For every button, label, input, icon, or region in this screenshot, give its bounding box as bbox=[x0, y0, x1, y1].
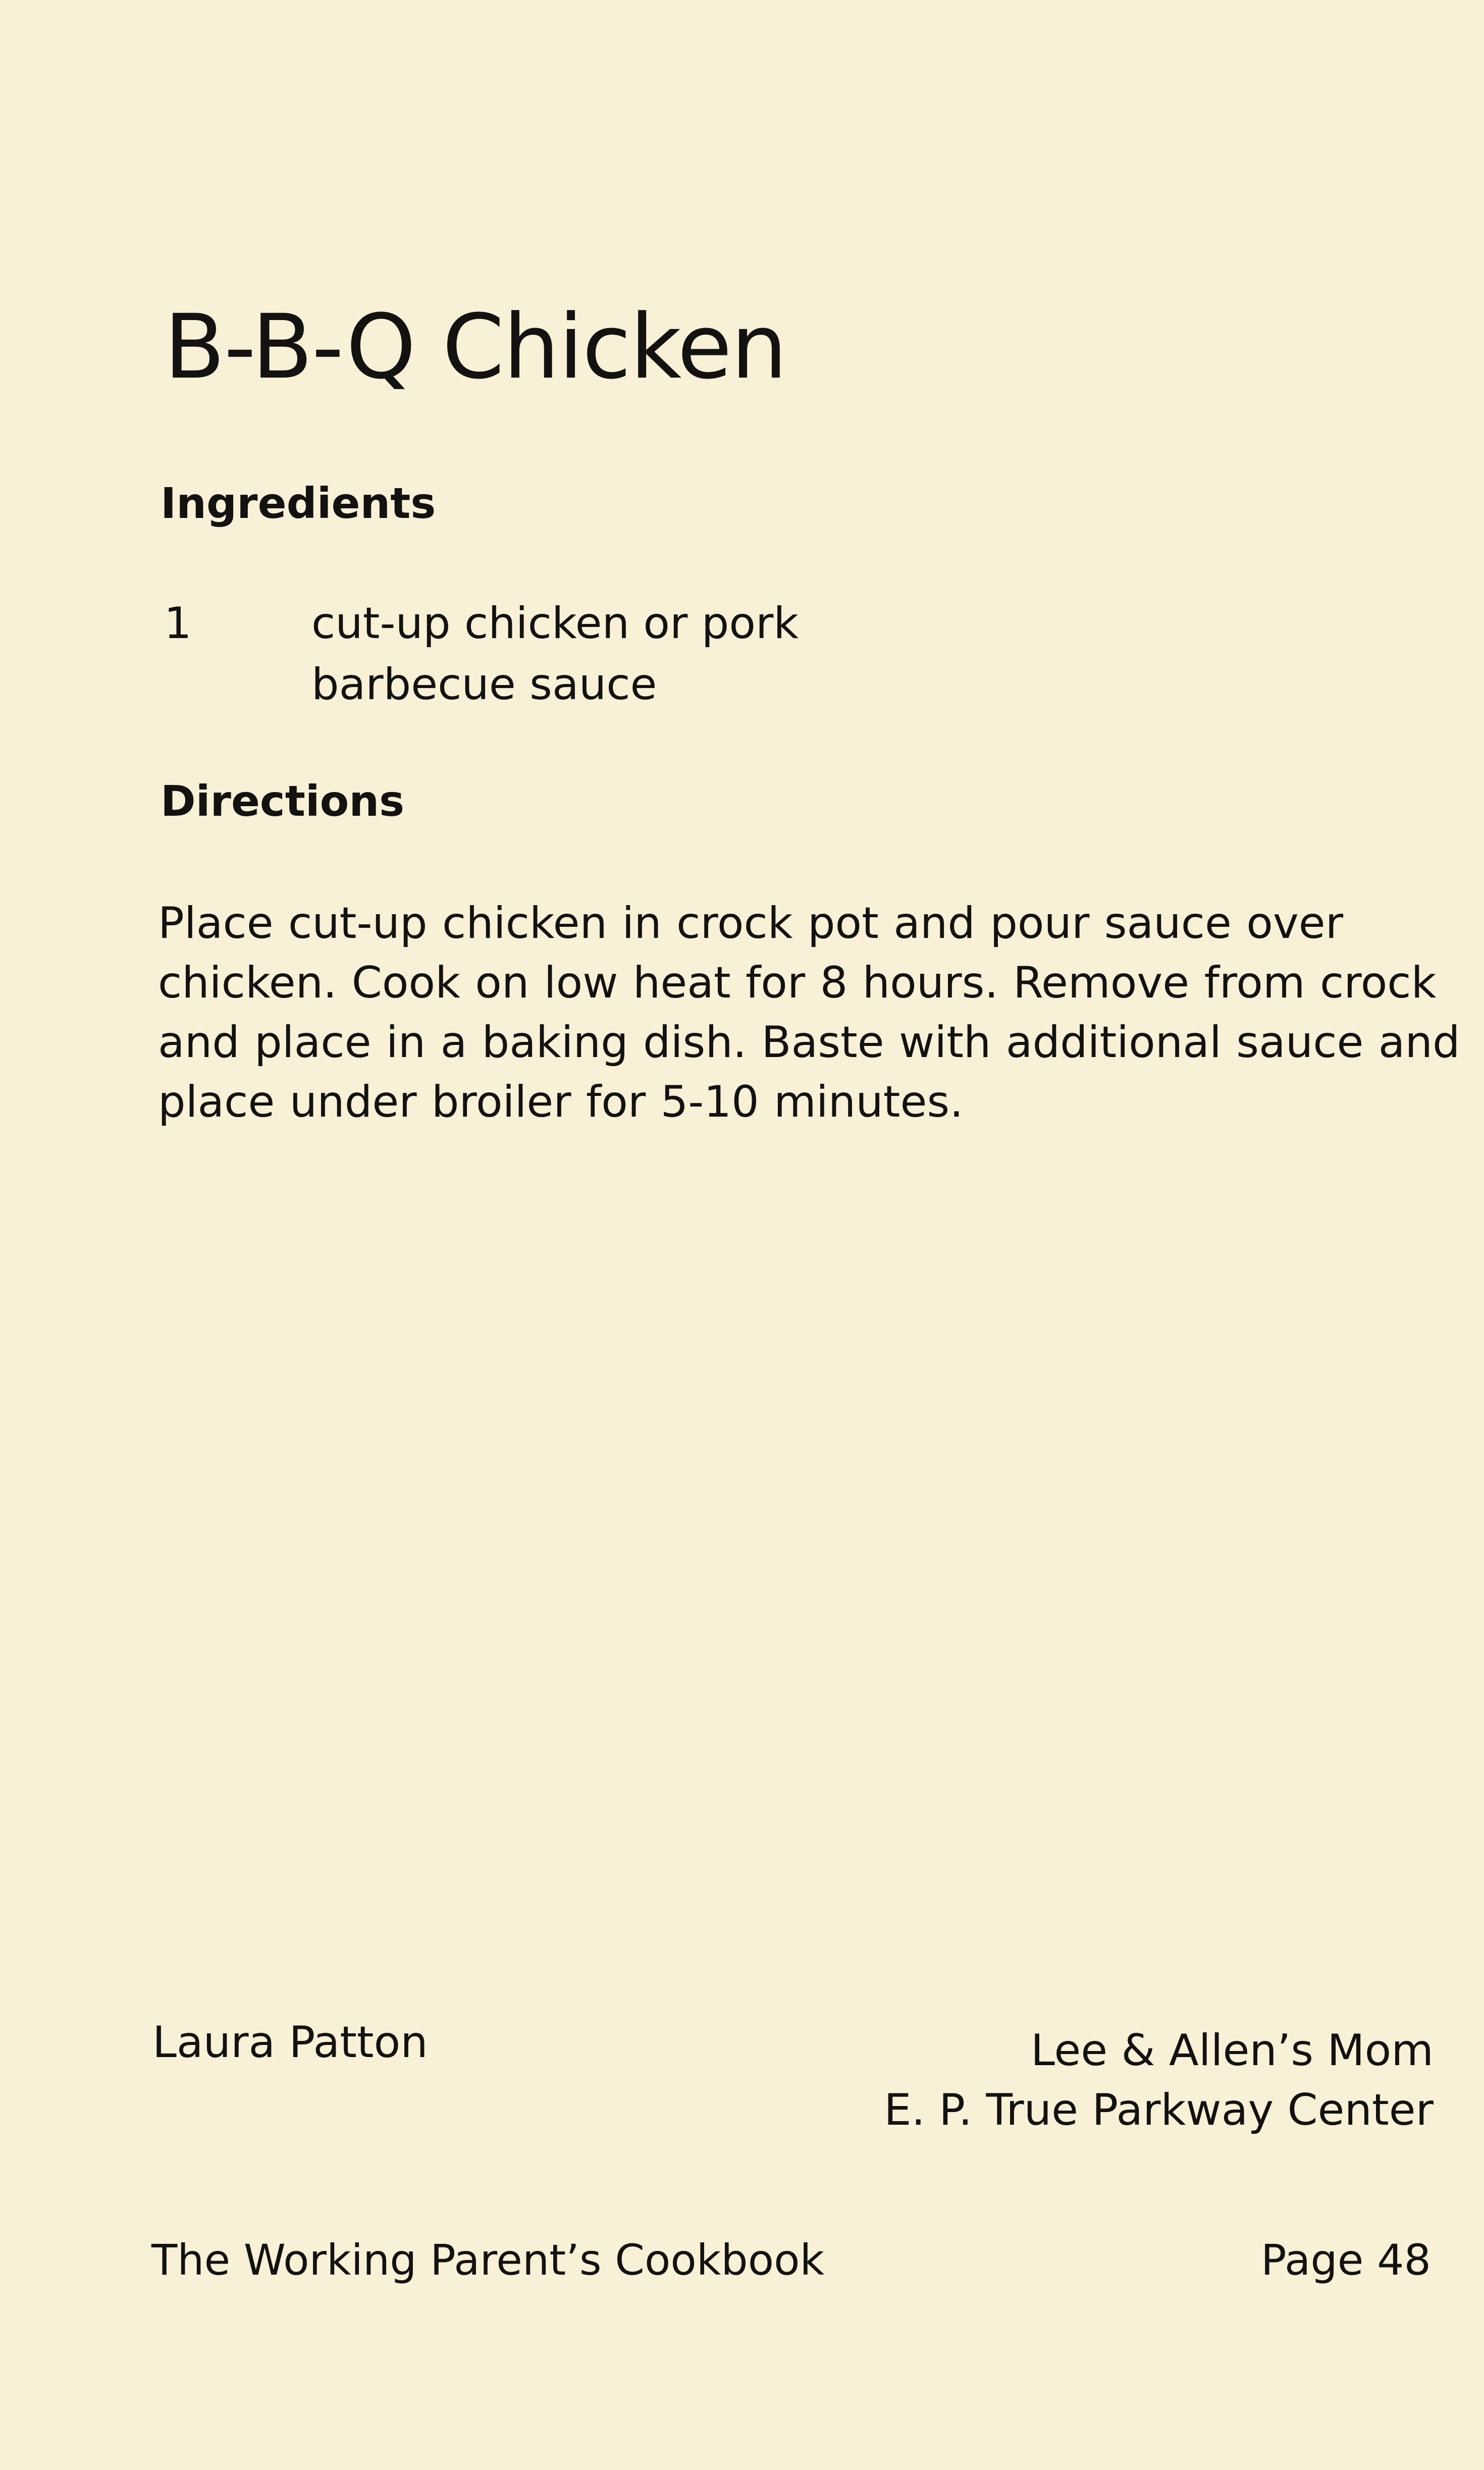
footer-book-title: The Working Parent’s Cookbook bbox=[151, 2235, 825, 2285]
ingredient-item: cut-up chicken or pork bbox=[311, 598, 799, 649]
directions-heading: Directions bbox=[161, 776, 405, 826]
ingredient-item: barbecue sauce bbox=[311, 659, 657, 710]
footer-page-number: Page 48 bbox=[1261, 2235, 1431, 2285]
contributor-center: E. P. True Parkway Center bbox=[884, 2085, 1434, 2135]
recipe-title: B-B-Q Chicken bbox=[164, 295, 786, 399]
contributor-affiliation bbox=[884, 2021, 1434, 2140]
contributor-name: Laura Patton bbox=[152, 2017, 428, 2068]
ingredient-quantity: 1 bbox=[164, 598, 192, 649]
directions-text: Place cut-up chicken in crock pot and pour sauce over chicken. Cook on low heat for 8 hours. Remove from crock and place in a baking dish. Baste with additional sauce and place under broiler for 5-10 minutes. bbox=[158, 898, 1460, 1127]
contributor-relation: Lee & Allen’s Mom bbox=[1030, 2025, 1434, 2076]
ingredients-heading: Ingredients bbox=[161, 479, 436, 528]
